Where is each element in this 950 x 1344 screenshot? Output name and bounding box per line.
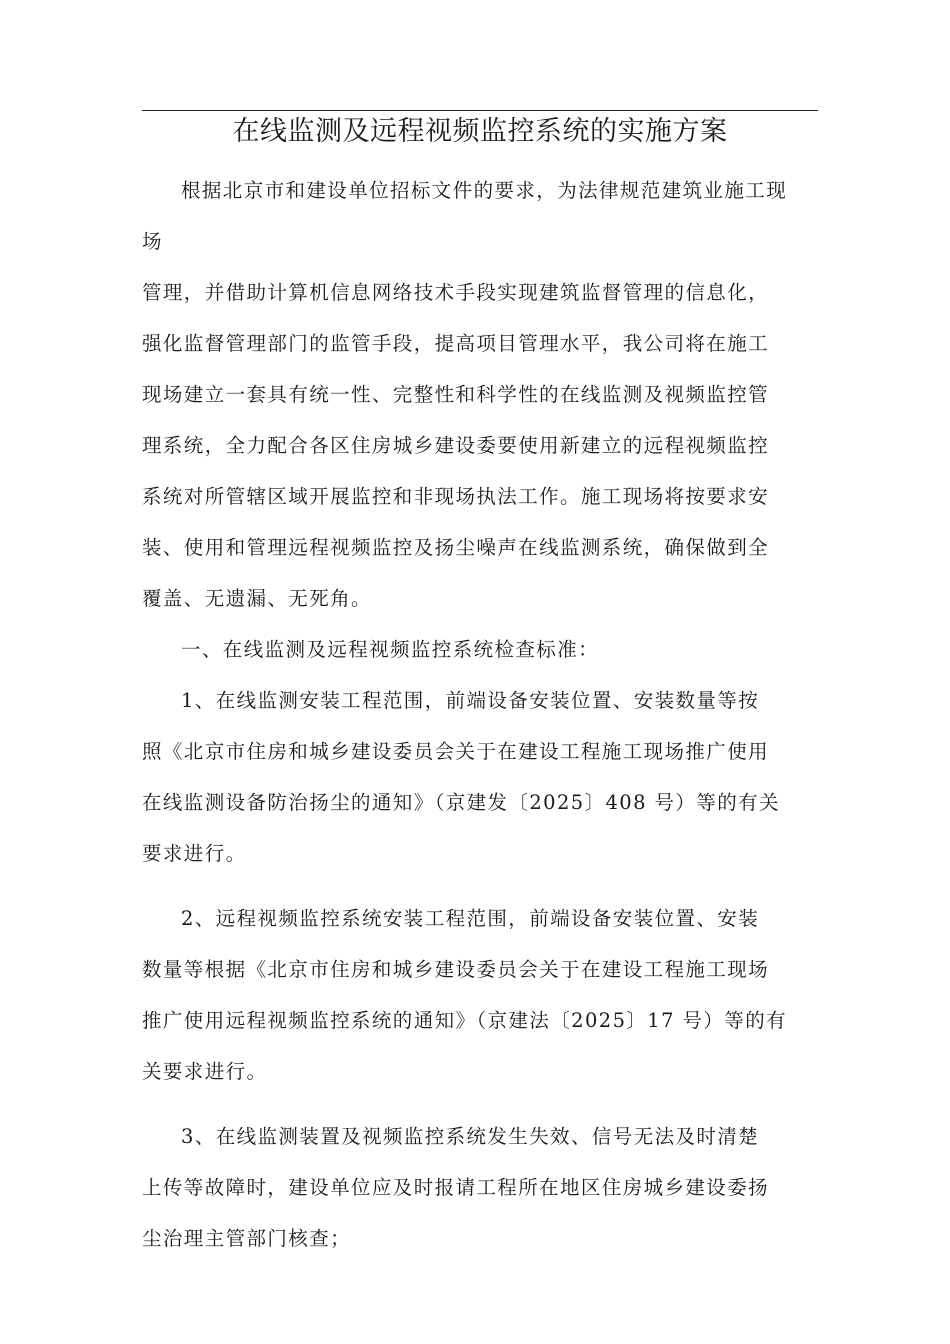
- text-line: 装、使用和管理远程视频监控及扬尘噪声在线监测系统，确保做到全: [142, 536, 770, 559]
- text-line: 覆盖、无遗漏、无死角。: [142, 587, 372, 610]
- text-line: 在线监测设备防治扬尘的通知》（京建发〔2025〕408 号）等的有关: [142, 791, 780, 814]
- text-line: 尘治理主管部门核查；: [142, 1227, 352, 1250]
- text-line: 现场建立一套具有统一性、完整性和科学性的在线监测及视频监控管: [142, 383, 770, 406]
- section-heading: 一、在线监测及远程视频监控系统检查标准：: [181, 638, 600, 661]
- text-line: 1、在线监测安装工程范围，前端设备安装位置、安装数量等按: [181, 689, 760, 712]
- text-line: 根据北京市和建设单位招标文件的要求，为法律规范建筑业施工现: [181, 179, 788, 202]
- text-line: 场: [142, 230, 163, 253]
- paragraph-gap: [142, 886, 822, 900]
- text-line: 管理，并借助计算机信息网络技术手段实现建筑监督管理的信息化，: [142, 281, 770, 304]
- text-line: 3、在线监测装置及视频监控系统发生失效、信号无法及时清楚: [181, 1125, 760, 1148]
- header-rule: [142, 110, 818, 111]
- text-line: 数量等根据《北京市住房和城乡建设委员会关于在建设工程施工现场: [142, 958, 770, 981]
- text-line: 强化监督管理部门的监管手段，提高项目管理水平，我公司将在施工: [142, 332, 770, 355]
- paragraph-gap: [142, 1104, 822, 1118]
- text-line: 2、远程视频监控系统安装工程范围，前端设备安装位置、安装: [181, 907, 760, 930]
- text-line: 要求进行。: [142, 842, 247, 865]
- text-line: 理系统，全力配合各区住房城乡建设委要使用新建立的远程视频监控: [142, 434, 770, 457]
- document-body: [142, 172, 822, 1271]
- text-line: 上传等故障时，建设单位应及时报请工程所在地区住房城乡建设委扬: [142, 1176, 770, 1199]
- text-line: 推广使用远程视频监控系统的通知》（京建法〔2025〕17 号）等的有: [142, 1009, 787, 1032]
- document-title: 在线监测及远程视频监控系统的实施方案: [232, 116, 728, 147]
- text-line: 照《北京市住房和城乡建设委员会关于在建设工程施工现场推广使用: [142, 740, 770, 763]
- text-line: 系统对所管辖区域开展监控和非现场执法工作。施工现场将按要求安: [142, 485, 770, 508]
- text-line: 关要求进行。: [142, 1060, 268, 1083]
